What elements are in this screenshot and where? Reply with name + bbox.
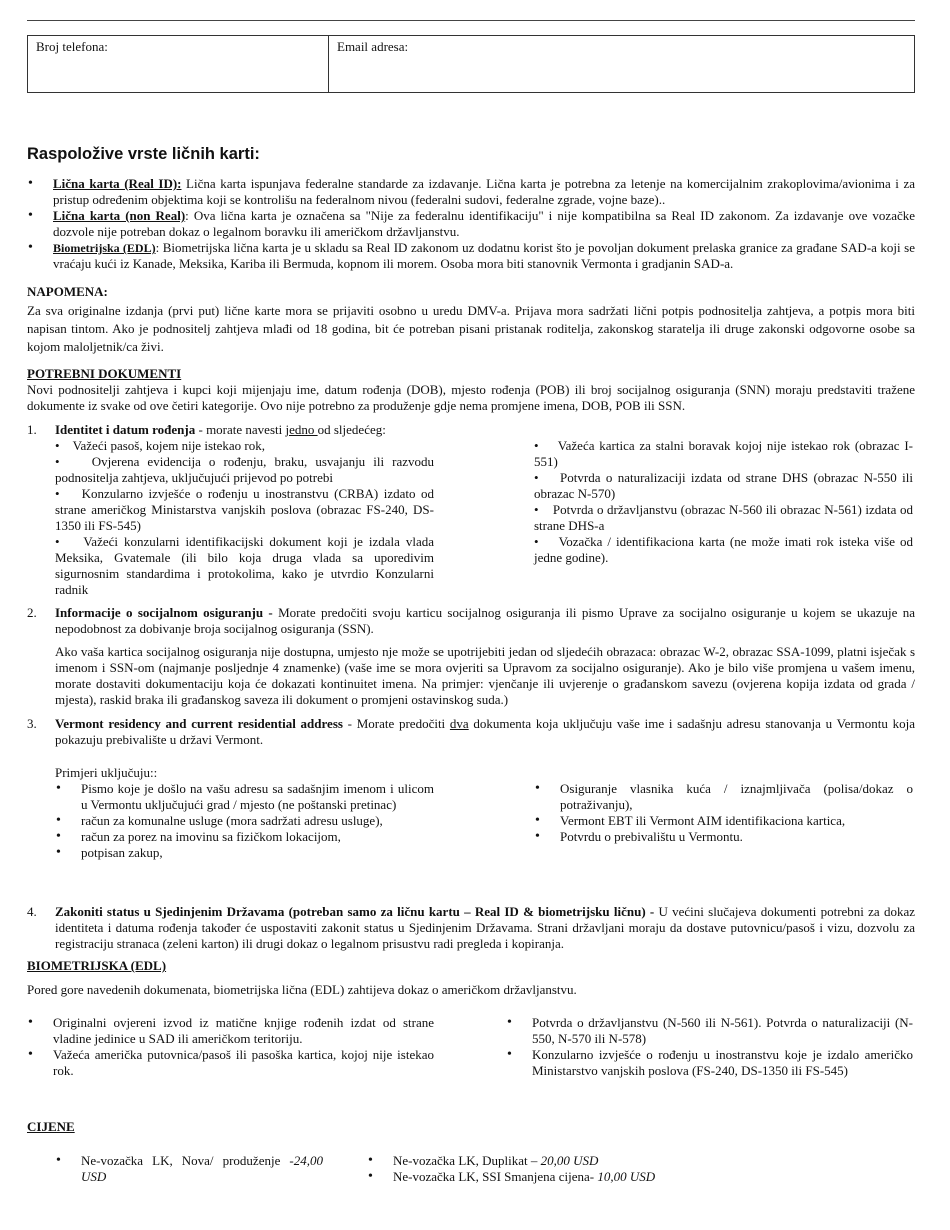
prices-left-list — [55, 1153, 323, 1185]
card-type-edl — [27, 240, 915, 272]
docs-intro: Novi podnositelji zahtjeva i kupci koji mijenjaju ime, datum rođenja (DOB), mjesto rođenja (POB) ili broj socijalnog osiguranja (SNN) moraju predstaviti tražene dokumente iz svake od ove četiri kategorije. Ovo nije potrebno za produženje gdje nema promjene imena, DOB, POB ili SSN. — [27, 382, 915, 413]
price-value: 20,00 USD — [540, 1153, 599, 1168]
list-item: • Potvrda o naturalizaciji izdata od strane DHS (obrazac N-550 ili obrazac N-570) — [534, 470, 913, 501]
list-item: • Važeći pasoš, kojem nije istekao rok, — [55, 438, 265, 453]
doc-item-social-security: 2. Informacije o socijalnom osiguranju - Morate predočiti svoju karticu socijalnog osiguranja ili pismo Uprave za socijalno osiguranje u kojem se ukazuje na nepodobnost za dobivanje broja socijalnog osiguranja (SSN). — [27, 605, 915, 636]
docs-heading: POTREBNI DOKUMENTI — [27, 366, 182, 381]
prices-heading: CIJENE — [27, 1119, 75, 1134]
card-type-text: Lična karta ispunjava federalne standarde za izdavanje. Lična karta je potrebna za letenje na komercijalnim zrakoplovima/avionima i za pristup određenim objektima koji se kontrolišu na federalnom nivou (federalni sudovi, federalne zgrade, vojne baze).. — [53, 176, 915, 207]
email-field[interactable] — [329, 36, 914, 92]
list-item: • Originalni ovjereni izvod iz matične knjige rođenih izdat od strane vladine jedinice u SAD ili američkom teritoriju. — [27, 1015, 434, 1047]
item-number: 1. — [27, 422, 37, 437]
price-item — [367, 1169, 787, 1185]
card-type-real-id — [27, 176, 915, 208]
price-value: 24,00 USD — [81, 1153, 323, 1184]
card-type-non-real — [27, 208, 915, 240]
item-number: 4. — [27, 904, 37, 919]
identity-left-list — [55, 438, 434, 598]
edl-heading: BIOMETRIJSKA (EDL) — [27, 958, 167, 973]
card-type-text: : Ova lična karta je označena sa "Nije za federalnu identifikaciju" i nije kompatibilna sa Real ID zakonom. Za izdavanje ove vozačke dozvole nije potreban dokaz o legalnom boravku ili američkom državljanstvu. — [53, 208, 916, 239]
list-item: • Važeća američka putovnica/pasoš ili pasoška kartica, kojoj nije istekao rok. — [27, 1047, 434, 1079]
item-title: Identitet i datum rođenja — [55, 422, 196, 437]
top-divider — [27, 20, 915, 21]
social-security-para: Ako vaša kartica socijalnog osiguranja nije dostupna, umjesto nje može se upotrijebiti jedan od sljedećih obrazaca: obrazac W-2, obrazac SSA-1099, platni isječak s imenom i SSN-om (najmanje posljednje 4 znamenke) (vaše ime se mora ovjeriti sa Upravom za socijalno osiguranje). Ako je bilo više promjena u vašem imenu, morate dostaviti dokumentaciju koja će dokazati kontinuitet imena. Na primjer: vjenčanje ili uvjerenje o građanskom savezu (ovjerena kopija izdata od grada / mjesta), raskid braka ili građanskog saveza ili dokument o promjeni ostavinskog suda.) — [55, 644, 915, 707]
list-item: • Potvrdu o prebivalištu u Vermontu. — [534, 829, 913, 845]
list-item: • Važeći konzularni identifikacijski dokument koji je izdala vlada Meksika, Gvatemale (ili bilo koja druga vlada sa uporedivim sigurnosnim standardima i protokolima, kako je utvrdio Konzularni radnik — [55, 534, 434, 597]
item-number: 3. — [27, 716, 37, 731]
list-item: • Konzularno izvješće o rođenju u inostranstvu koje je izdalo američko Ministarstvo vanjskih poslova (FS-240, DS-1350 ili FS-545) — [506, 1047, 913, 1079]
list-item: • Vermont EBT ili Vermont AIM identifikaciona kartica, — [534, 813, 913, 829]
phone-field[interactable] — [28, 36, 329, 92]
phone-label: Broj telefona: — [36, 39, 108, 54]
list-item: • Osiguranje vlasnika kuća / iznajmljivača (polisa/dokaz o potraživanju), — [534, 781, 913, 813]
item-title: Informacije o socijalnom osiguranju - — [55, 605, 273, 620]
list-item: • Potvrda o državljanstvu (N-560 ili N-561). Potvrda o naturalizaciji (N-550, N-570 ili N-578) — [506, 1015, 913, 1047]
residency-right-list — [534, 781, 913, 845]
item-title: Zakoniti status u Sjedinjenim Državama (potreban samo za ličnu kartu – Real ID & biometrijsku ličnu) - — [55, 904, 655, 919]
doc-item-identity: 1. Identitet i datum rođenja - morate navesti jedno od sljedećeg: — [27, 422, 386, 437]
card-types-title: Raspoložive vrste ličnih karti: — [27, 145, 260, 163]
residency-left-list — [55, 781, 434, 861]
edl-left-list — [27, 1015, 434, 1079]
price-label: Ne-vozačka LK, Nova/ produženje - — [81, 1153, 294, 1168]
price-item — [367, 1153, 787, 1169]
card-type-name: Lična karta (Real ID): — [53, 176, 182, 191]
list-item: • Pismo koje je došlo na vašu adresu sa sadašnjim imenom i ulicom u Vermontu uključujući grad / mjesto (ne poštanski pretinac) — [55, 781, 434, 813]
price-value: 10,00 USD — [597, 1169, 656, 1184]
doc-item-residency: 3. Vermont residency and current residential address - Morate predočiti dva dokumenta koja uključuju vaše ime i sadašnju adresu stanovanja u Vermontu koja pokazuju prebivalište u državi Vermont. — [27, 716, 915, 747]
item-number: 2. — [27, 605, 37, 620]
list-item: • Važeća kartica za stalni boravak kojoj nije istekao rok (obrazac I-551) — [534, 438, 913, 469]
identity-right-list — [534, 438, 913, 566]
edl-intro: Pored gore navedenih dokumenata, biometrijska lična (EDL) zahtijeva dokaz o američkom državljanstvu. — [27, 982, 577, 997]
price-item — [55, 1153, 323, 1185]
card-type-text: : Biometrijska lična karta je u skladu sa Real ID zakonom uz dodatnu korist što je povoljan dokument prelaska granice za građane SAD-a koji se vraćaju kući iz Kanade, Meksika, Kariba ili Bermuda, kopnom ili morem. Osoba mora biti stanovnik Vermonta i gradjanin SAD-a. — [53, 240, 915, 271]
note-heading: NAPOMENA: — [27, 284, 108, 299]
list-item: • Konzularno izvješće o rođenju u inostranstvu (CRBA) izdato od strane američkog Ministarstva vanjskih poslova (obrazac FS-240, DS-1350 ili FS-545) — [55, 486, 434, 533]
card-types-list — [27, 176, 915, 272]
doc-item-legal-status: 4. Zakoniti status u Sjedinjenim Državama (potreban samo za ličnu kartu – Real ID & biometrijsku ličnu) - U većini slučajeva dokumenti potrebni za dokaz identiteta i datuma rođenja također će uspostaviti zakonit status u Sjedinjenim Državama. Strani državljani moraju da dostave putovnicu/pasoš i vizu, dozvolu za registraciju stranaca (zeleni karton) ili drugi dokaz o legalnom prisustvu radi pregleda i kopiranja. — [27, 904, 915, 951]
card-type-name: Lična karta (non Real) — [53, 208, 186, 223]
email-label: Email adresa: — [337, 39, 409, 54]
list-item: • Vozačka / identifikaciona karta (ne može imati rok isteka više od jedne godine). — [534, 534, 913, 565]
examples-label: Primjeri uključuju:: — [55, 765, 158, 780]
note-text: Za sva originalne izdanja (prvi put) lične karte mora se prijaviti osobno u uredu DMV-a. Prijava mora sadržati lični potpis podnositelja zahtjeva, a potpis mora biti napisan tintom. Ako je podnositelj zahtjeva mlađi od 18 godina, bit će potreban pisani pristanak roditelja, zakonskog staratelja ili druge zakonski odgovorne osobe sa kojom maloljetnik/ca živi. — [27, 303, 915, 354]
list-item: • Ovjerena evidencija o rođenju, braku, usvajanju ili razvodu podnositelja zahtjeva, uključujući prijevod po potrebi — [55, 454, 434, 485]
contact-table — [27, 35, 915, 93]
prices-right-list — [367, 1153, 787, 1185]
list-item: • račun za porez na imovinu sa fizičkom lokacijom, — [55, 829, 434, 845]
price-label: Ne-vozačka LK, Duplikat – — [393, 1153, 541, 1168]
edl-right-list — [506, 1015, 913, 1079]
price-label: Ne-vozačka LK, SSI Smanjena cijena- — [393, 1169, 598, 1184]
item-title: Vermont residency and current residential address — [55, 716, 343, 731]
card-type-name: Biometrijska (EDL) — [53, 241, 156, 255]
list-item: • račun za komunalne usluge (mora sadržati adresu usluge), — [55, 813, 434, 829]
list-item: • Potvrda o državljanstvu (obrazac N-560 ili obrazac N-561) izdata od strane DHS-a — [534, 502, 913, 533]
list-item: • potpisan zakup, — [55, 845, 434, 861]
